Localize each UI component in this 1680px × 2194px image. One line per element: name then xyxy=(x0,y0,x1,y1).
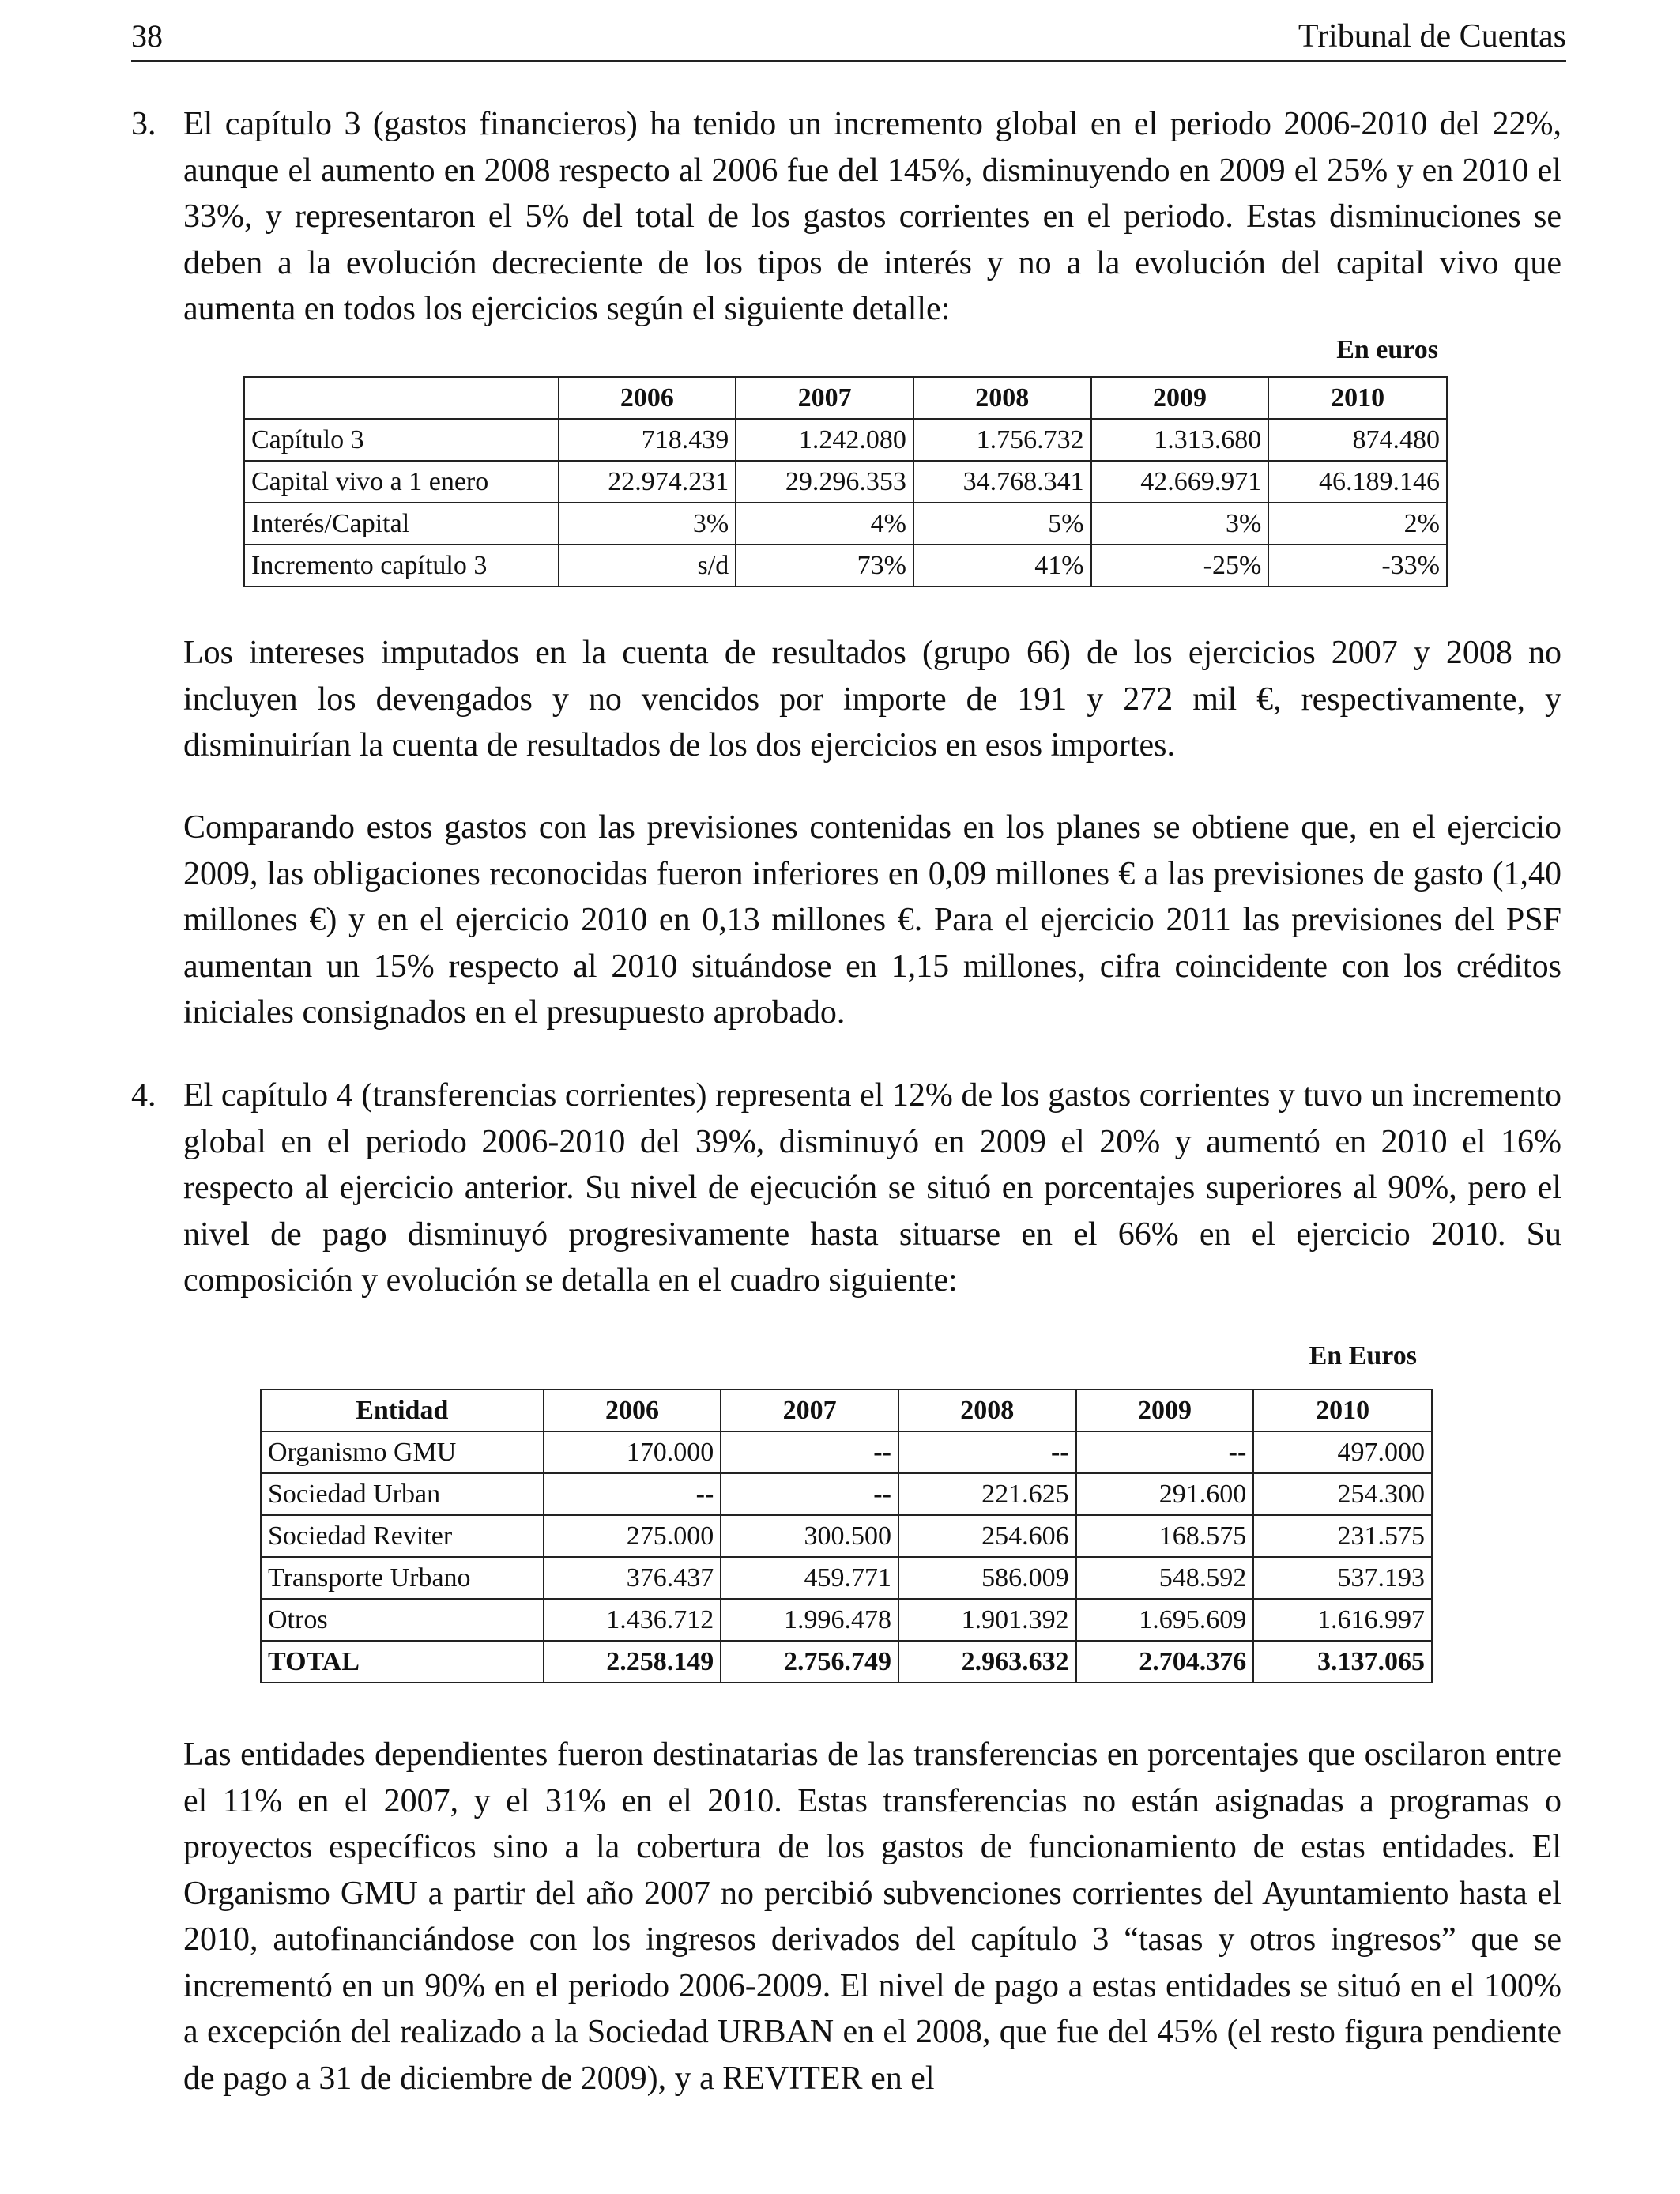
table-cell: 46.189.146 xyxy=(1268,461,1447,503)
table-cell: 1.901.392 xyxy=(898,1599,1076,1641)
table-cell: 1.242.080 xyxy=(736,419,913,461)
document-title: Tribunal de Cuentas xyxy=(1298,18,1566,55)
table-header-cell: 2010 xyxy=(1268,377,1447,419)
table-row xyxy=(261,1431,1432,1473)
table-header-cell: 2009 xyxy=(1091,377,1269,419)
table-cell: 3% xyxy=(559,503,736,545)
table-2-unit: En Euros xyxy=(1309,1341,1417,1370)
item-4-number: 4. xyxy=(131,1077,156,1114)
item-3-paragraph: El capítulo 3 (gastos financieros) ha tenido un incremento global en el periodo 2006-2010 del 22%, aunque el aumento en 2008 respecto al 2006 fue del 145%, disminuyendo en 2009 el 25% y en 2010 el 33%, y representaron el 5% del total de los gastos corrientes en el periodo. Estas disminuciones se deben a la evolución decreciente de los tipos de interés y no a la evolución del capital vivo que aumenta en todos los ejercicios según el siguiente detalle: xyxy=(183,106,1561,327)
table-cell: 42.669.971 xyxy=(1091,461,1269,503)
capitulo-4-table xyxy=(260,1389,1433,1683)
table-cell: 73% xyxy=(736,545,913,586)
table-cell: 459.771 xyxy=(721,1557,898,1599)
table-cell: 537.193 xyxy=(1253,1557,1432,1599)
row-label: Interés/Capital xyxy=(244,503,559,545)
intereses-paragraph: Los intereses imputados en la cuenta de resultados (grupo 66) de los ejercicios 2007 y 2008 no incluyen los devengados y no vencidos por importe de 191 y 272 mil €, respectivamente, y disminuirían la cuenta de resultados de los dos ejercicios en esos importes. xyxy=(183,635,1561,763)
table-header-cell xyxy=(244,377,559,419)
row-label: Sociedad Urban xyxy=(261,1473,544,1515)
table-cell: 1.436.712 xyxy=(544,1599,721,1641)
header-divider xyxy=(131,60,1566,62)
table-cell: 275.000 xyxy=(544,1515,721,1557)
table-cell: 29.296.353 xyxy=(736,461,913,503)
table-cell: 170.000 xyxy=(544,1431,721,1473)
table-cell: -25% xyxy=(1091,545,1269,586)
table-cell: 1.996.478 xyxy=(721,1599,898,1641)
table-cell: 254.300 xyxy=(1253,1473,1432,1515)
table-cell: 718.439 xyxy=(559,419,736,461)
table-row xyxy=(261,1557,1432,1599)
row-label: Transporte Urbano xyxy=(261,1557,544,1599)
page-number: 38 xyxy=(131,18,163,54)
table-cell: -33% xyxy=(1268,545,1447,586)
table-row xyxy=(244,419,1447,461)
table-row xyxy=(244,461,1447,503)
row-label: Otros xyxy=(261,1599,544,1641)
table-cell: 34.768.341 xyxy=(913,461,1091,503)
table-cell: 1.756.732 xyxy=(913,419,1091,461)
table-cell: -- xyxy=(721,1431,898,1473)
table-cell: 291.600 xyxy=(1076,1473,1254,1515)
table-1-unit: En euros xyxy=(1336,335,1438,364)
table-header-cell: Entidad xyxy=(261,1389,544,1431)
table-cell: 231.575 xyxy=(1253,1515,1432,1557)
row-label: Sociedad Reviter xyxy=(261,1515,544,1557)
row-label: Capítulo 3 xyxy=(244,419,559,461)
table-cell: -- xyxy=(721,1473,898,1515)
table-cell: s/d xyxy=(559,545,736,586)
table-cell: 1.616.997 xyxy=(1253,1599,1432,1641)
table-header-cell: 2008 xyxy=(898,1389,1076,1431)
table-row xyxy=(261,1599,1432,1641)
table-header-row xyxy=(261,1389,1432,1431)
row-label: TOTAL xyxy=(261,1641,544,1683)
table-header-cell: 2007 xyxy=(736,377,913,419)
table-cell: 300.500 xyxy=(721,1515,898,1557)
table-cell: 2.963.632 xyxy=(898,1641,1076,1683)
entidades-paragraph: Las entidades dependientes fueron destinatarias de las transferencias en porcentajes que oscilaron entre el 11% en el 2007, y el 31% en el 2010. Estas transferencias no están asignadas a programas o proyectos específicos sino a la cobertura de los gastos de funcionamiento de estas entidades. El Organismo GMU a partir del año 2007 no percibió subvenciones corrientes del Ayuntamiento hasta el 2010, autofinanciándose con los ingresos derivados del capítulo 3 “tasas y otros ingresos” que se incrementó en un 90% en el periodo 2006-2009. El nivel de pago a estas entidades se situó en el 100% a excepción del realizado a la Sociedad URBAN en el 2008, que fue del 45% (el resto figura pendiente de pago a 31 de diciembre de 2009), y a REVITER en el xyxy=(183,1736,1561,2097)
table-header-row xyxy=(244,377,1447,419)
table-header-cell: 2007 xyxy=(721,1389,898,1431)
table-cell: 3.137.065 xyxy=(1253,1641,1432,1683)
row-label: Organismo GMU xyxy=(261,1431,544,1473)
table-cell: 2.258.149 xyxy=(544,1641,721,1683)
table-cell: 168.575 xyxy=(1076,1515,1254,1557)
table-cell: 5% xyxy=(913,503,1091,545)
table-header-cell: 2009 xyxy=(1076,1389,1254,1431)
table-cell: 41% xyxy=(913,545,1091,586)
table-header-cell: 2006 xyxy=(544,1389,721,1431)
table-cell: 3% xyxy=(1091,503,1269,545)
table-row xyxy=(244,503,1447,545)
table-header-cell: 2006 xyxy=(559,377,736,419)
table-cell: -- xyxy=(898,1431,1076,1473)
table-header-cell: 2010 xyxy=(1253,1389,1432,1431)
table-cell: 1.695.609 xyxy=(1076,1599,1254,1641)
table-cell: -- xyxy=(544,1473,721,1515)
table-cell: 4% xyxy=(736,503,913,545)
table-cell: 2% xyxy=(1268,503,1447,545)
table-cell: 586.009 xyxy=(898,1557,1076,1599)
table-cell: 22.974.231 xyxy=(559,461,736,503)
table-total-row xyxy=(261,1641,1432,1683)
table-cell: 1.313.680 xyxy=(1091,419,1269,461)
table-row xyxy=(244,545,1447,586)
table-row xyxy=(261,1515,1432,1557)
item-4-paragraph: El capítulo 4 (transferencias corrientes) representa el 12% de los gastos corrientes y tuvo un incremento global en el periodo 2006-2010 del 39%, disminuyó en 2009 el 20% y aumentó en 2010 el 16% respecto al ejercicio anterior. Su nivel de ejecución se situó en porcentajes superiores al 90%, pero el nivel de pago disminuyó progresivamente hasta situarse en el 66% en el ejercicio 2010. Su composición y evolución se detalla en el cuadro siguiente: xyxy=(183,1077,1561,1299)
comparando-paragraph: Comparando estos gastos con las previsiones contenidas en los planes se obtiene que, en el ejercicio 2009, las obligaciones reconocidas fueron inferiores en 0,09 millones € a las previsiones de gasto (1,40 millones €) y en el ejercicio 2010 en 0,13 millones €. Para el ejercicio 2011 las previsiones del PSF aumentan un 15% respecto al 2010 situándose en 1,15 millones, cifra coincidente con los créditos iniciales consignados en el presupuesto aprobado. xyxy=(183,809,1561,1031)
row-label: Capital vivo a 1 enero xyxy=(244,461,559,503)
row-label: Incremento capítulo 3 xyxy=(244,545,559,586)
table-cell: 497.000 xyxy=(1253,1431,1432,1473)
table-cell: 2.756.749 xyxy=(721,1641,898,1683)
table-cell: 221.625 xyxy=(898,1473,1076,1515)
table-header-cell: 2008 xyxy=(913,377,1091,419)
table-cell: 874.480 xyxy=(1268,419,1447,461)
item-3-number: 3. xyxy=(131,106,156,142)
table-cell: 376.437 xyxy=(544,1557,721,1599)
table-cell: 548.592 xyxy=(1076,1557,1254,1599)
table-cell: 2.704.376 xyxy=(1076,1641,1254,1683)
table-row xyxy=(261,1473,1432,1515)
capitulo-3-table xyxy=(243,376,1448,587)
table-cell: 254.606 xyxy=(898,1515,1076,1557)
table-cell: -- xyxy=(1076,1431,1254,1473)
